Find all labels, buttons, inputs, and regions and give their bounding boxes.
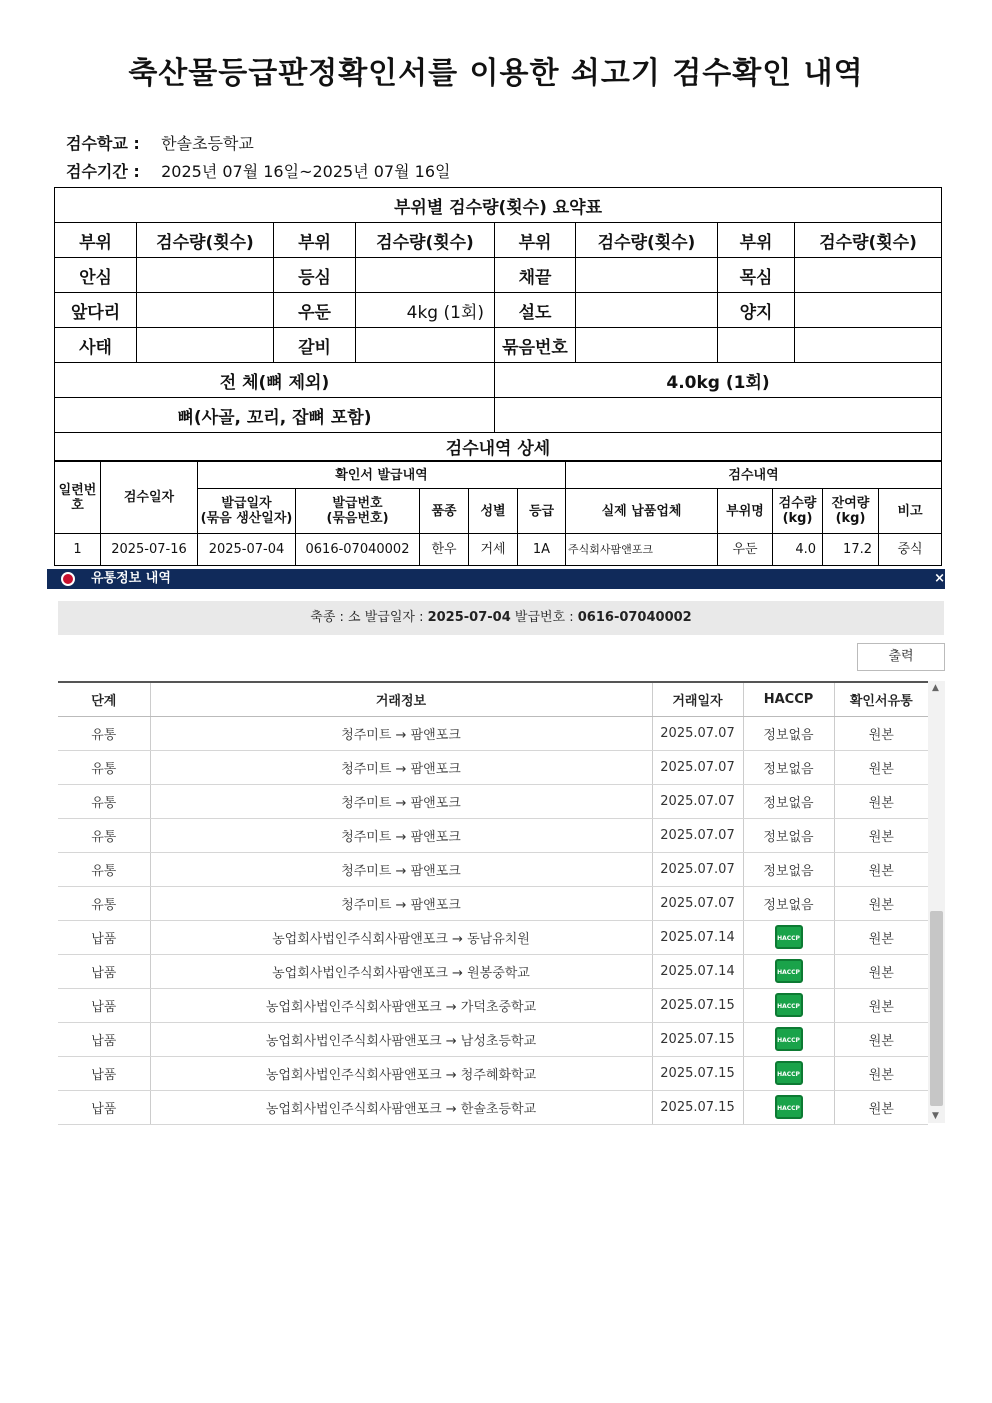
total-value: 4.0kg (1회) (495, 363, 942, 398)
distribution-table (58, 681, 928, 1125)
flow-stage: 납품 (58, 1056, 150, 1090)
detail-header-seq: 일련번호 (55, 462, 101, 534)
flow-trade: 청주미트 → 팜앤포크 (150, 750, 652, 784)
summary-header-qty: 검수량(횟수) (576, 223, 718, 258)
summary-caption: 부위별 검수량(횟수) 요약표 (55, 188, 942, 223)
table-row (58, 750, 928, 784)
school-value: 한솔초등학교 (161, 134, 254, 153)
detail-header-grade: 등급 (518, 489, 566, 534)
summary-qty-cell (137, 328, 274, 363)
distribution-title-bar (47, 569, 945, 589)
flow-haccp (743, 988, 834, 1022)
flow-trade: 청주미트 → 팜앤포크 (150, 716, 652, 750)
flow-stage: 유통 (58, 818, 150, 852)
summary-header-part: 부위 (55, 223, 137, 258)
haccp-icon: HACCP (775, 959, 803, 983)
issue-date-label: 발급일자 (221, 496, 272, 511)
detail-seq: 1 (55, 534, 101, 566)
summary-qty-cell (356, 328, 495, 363)
flow-haccp: 정보없음 (743, 818, 834, 852)
scroll-up-icon[interactable]: ▲ (932, 683, 939, 693)
flow-stage: 유통 (58, 784, 150, 818)
summary-header-qty: 검수량(횟수) (356, 223, 495, 258)
table-row (58, 920, 928, 954)
haccp-icon: HACCP (775, 1061, 803, 1085)
summary-part-cell: 사태 (55, 328, 137, 363)
table-row (58, 716, 928, 750)
flow-date: 2025.07.07 (652, 716, 743, 750)
flow-haccp: 정보없음 (743, 716, 834, 750)
flow-haccp: 정보없음 (743, 784, 834, 818)
flow-haccp (743, 1022, 834, 1056)
flow-haccp: 정보없음 (743, 750, 834, 784)
logo-icon (61, 572, 75, 586)
scrollbar[interactable] (928, 681, 945, 1123)
flow-trade: 농업회사법인주식회사팜앤포크 → 남성초등학교 (150, 1022, 652, 1056)
table-row (58, 818, 928, 852)
flow-haccp (743, 1056, 834, 1090)
summary-part-cell: 우둔 (274, 293, 356, 328)
detail-header-inspect: 검수내역 (566, 462, 942, 489)
flow-stage: 납품 (58, 954, 150, 988)
detail-header-issue-date (198, 489, 296, 534)
detail-supplier: 주식회사팜앤포크 (566, 534, 718, 566)
detail-header-kind: 품종 (420, 489, 469, 534)
table-row (58, 784, 928, 818)
flow-cert: 원본 (834, 716, 928, 750)
summary-part-cell: 등심 (274, 258, 356, 293)
info-date: 2025-07-04 (427, 610, 511, 625)
flow-date: 2025.07.07 (652, 818, 743, 852)
flow-trade: 농업회사법인주식회사팜앤포크 → 동남유치원 (150, 920, 652, 954)
bone-label: 뼈(사골, 꼬리, 잡뼈 포함) (55, 398, 495, 433)
haccp-icon: HACCP (775, 925, 803, 949)
detail-row (55, 534, 942, 566)
flow-cert: 원본 (834, 988, 928, 1022)
summary-part-cell: 묶음번호 (495, 328, 576, 363)
issue-date-sub: (묶음 생산일자) (200, 511, 293, 526)
table-row (58, 988, 928, 1022)
flow-date: 2025.07.07 (652, 852, 743, 886)
flow-trade: 청주미트 → 팜앤포크 (150, 852, 652, 886)
flow-stage: 유통 (58, 886, 150, 920)
flow-trade: 농업회사법인주식회사팜앤포크 → 원봉중학교 (150, 954, 652, 988)
summary-header-qty: 검수량(횟수) (137, 223, 274, 258)
flow-stage: 납품 (58, 1090, 150, 1124)
summary-qty-cell (795, 328, 942, 363)
summary-part-cell: 채끝 (495, 258, 576, 293)
summary-part-cell: 양지 (718, 293, 795, 328)
total-label: 전 체(뼈 제외) (55, 363, 495, 398)
detail-header-date: 검수일자 (101, 462, 198, 534)
summary-table (54, 187, 942, 461)
table-row (58, 1022, 928, 1056)
flow-date: 2025.07.14 (652, 954, 743, 988)
table-row (58, 886, 928, 920)
flow-trade: 농업회사법인주식회사팜앤포크 → 가덕초중학교 (150, 988, 652, 1022)
info-no: 0616-07040002 (577, 610, 692, 625)
summary-header-part: 부위 (718, 223, 795, 258)
detail-part: 우둔 (718, 534, 773, 566)
detail-issue-no: 0616-07040002 (296, 534, 420, 566)
summary-header-part: 부위 (495, 223, 576, 258)
summary-qty-cell (137, 258, 274, 293)
detail-table (54, 461, 942, 566)
flow-stage: 납품 (58, 988, 150, 1022)
flow-trade: 농업회사법인주식회사팜앤포크 → 한솔초등학교 (150, 1090, 652, 1124)
detail-date: 2025-07-16 (101, 534, 198, 566)
school-label: 검수학교 : (66, 134, 140, 153)
flow-cert: 원본 (834, 1090, 928, 1124)
flow-cert: 원본 (834, 886, 928, 920)
page-title: 축산물등급판정확인서를 이용한 쇠고기 검수확인 내역 (128, 56, 864, 91)
scroll-down-icon[interactable]: ▼ (932, 1111, 939, 1121)
flow-stage: 유통 (58, 852, 150, 886)
table-row (58, 1090, 928, 1124)
summary-qty-cell (576, 258, 718, 293)
table-row (58, 852, 928, 886)
haccp-icon: HACCP (775, 1095, 803, 1119)
flow-stage: 납품 (58, 920, 150, 954)
detail-header-note: 비고 (879, 489, 942, 534)
info-prefix: 축종 : 소 발급일자 : (310, 610, 428, 625)
flow-cert: 원본 (834, 920, 928, 954)
flow-cert: 원본 (834, 818, 928, 852)
flow-cert: 원본 (834, 784, 928, 818)
flow-stage: 유통 (58, 716, 150, 750)
flow-stage: 납품 (58, 1022, 150, 1056)
flow-header-trade: 거래정보 (150, 682, 652, 716)
qty-label: 검수량 (778, 496, 817, 511)
summary-qty-cell (137, 293, 274, 328)
issue-no-sub: (묶음번호) (326, 511, 389, 526)
detail-header-remain (823, 489, 879, 534)
flow-date: 2025.07.15 (652, 988, 743, 1022)
flow-header-haccp: HACCP (743, 682, 834, 716)
detail-sex: 거세 (469, 534, 518, 566)
period-value: 2025년 07월 16일~2025년 07월 16일 (161, 162, 451, 181)
detail-header-cert: 확인서 발급내역 (198, 462, 566, 489)
summary-part-cell: 앞다리 (55, 293, 137, 328)
detail-header-part: 부위명 (718, 489, 773, 534)
summary-part-cell: 안심 (55, 258, 137, 293)
haccp-icon: HACCP (775, 993, 803, 1017)
table-row (58, 954, 928, 988)
flow-haccp (743, 920, 834, 954)
remain-unit: (kg) (835, 511, 866, 526)
flow-trade: 청주미트 → 팜앤포크 (150, 886, 652, 920)
flow-date: 2025.07.07 (652, 784, 743, 818)
info-mid: 발급번호 : (510, 610, 578, 625)
summary-qty-cell (356, 258, 495, 293)
period-label: 검수기간 : (66, 162, 140, 181)
school-row (66, 131, 254, 154)
summary-part-cell: 목심 (718, 258, 795, 293)
close-icon[interactable]: × (934, 571, 945, 586)
remain-label: 잔여량 (831, 496, 870, 511)
summary-qty-cell: 4kg (1회) (356, 293, 495, 328)
detail-caption: 검수내역 상세 (55, 433, 942, 461)
flow-cert: 원본 (834, 954, 928, 988)
flow-haccp (743, 1090, 834, 1124)
flow-cert: 원본 (834, 852, 928, 886)
flow-header-date: 거래일자 (652, 682, 743, 716)
summary-header-part: 부위 (274, 223, 356, 258)
flow-date: 2025.07.07 (652, 750, 743, 784)
flow-date: 2025.07.07 (652, 886, 743, 920)
detail-kind: 한우 (420, 534, 469, 566)
summary-part-cell: 갈비 (274, 328, 356, 363)
flow-stage: 유통 (58, 750, 150, 784)
detail-issue-date: 2025-07-04 (198, 534, 296, 566)
flow-date: 2025.07.15 (652, 1056, 743, 1090)
detail-header-issue-no (296, 489, 420, 534)
print-button[interactable]: 출력 (857, 643, 945, 671)
flow-trade: 청주미트 → 팜앤포크 (150, 784, 652, 818)
distribution-table-body (58, 716, 928, 1124)
summary-qty-cell (795, 258, 942, 293)
haccp-icon: HACCP (775, 1027, 803, 1051)
detail-header-qty (773, 489, 823, 534)
flow-header-stage: 단계 (58, 682, 150, 716)
cert-info-box (58, 601, 944, 635)
flow-cert: 원본 (834, 750, 928, 784)
flow-cert: 원본 (834, 1056, 928, 1090)
flow-haccp: 정보없음 (743, 852, 834, 886)
flow-cert: 원본 (834, 1022, 928, 1056)
flow-header-cert: 확인서유통 (834, 682, 928, 716)
summary-part-cell: 설도 (495, 293, 576, 328)
detail-header-sex: 성별 (469, 489, 518, 534)
flow-date: 2025.07.15 (652, 1022, 743, 1056)
flow-haccp: 정보없음 (743, 886, 834, 920)
flow-haccp (743, 954, 834, 988)
flow-trade: 청주미트 → 팜앤포크 (150, 818, 652, 852)
summary-header-qty: 검수량(횟수) (795, 223, 942, 258)
summary-part-cell (718, 328, 795, 363)
summary-qty-cell (576, 328, 718, 363)
bone-value (495, 398, 942, 433)
distribution-title: 유통정보 내역 (91, 571, 171, 586)
flow-date: 2025.07.14 (652, 920, 743, 954)
detail-note: 중식 (879, 534, 942, 566)
detail-remain: 17.2 (823, 534, 879, 566)
issue-no-label: 발급번호 (332, 496, 383, 511)
table-row (58, 1056, 928, 1090)
detail-qty: 4.0 (773, 534, 823, 566)
qty-unit: (kg) (782, 511, 813, 526)
detail-grade: 1A (518, 534, 566, 566)
detail-header-supplier: 실제 납품업체 (566, 489, 718, 534)
scrollbar-thumb[interactable] (930, 911, 943, 1106)
flow-trade: 농업회사법인주식회사팜앤포크 → 청주혜화학교 (150, 1056, 652, 1090)
summary-qty-cell (795, 293, 942, 328)
flow-date: 2025.07.15 (652, 1090, 743, 1124)
summary-qty-cell (576, 293, 718, 328)
period-row (66, 159, 450, 182)
